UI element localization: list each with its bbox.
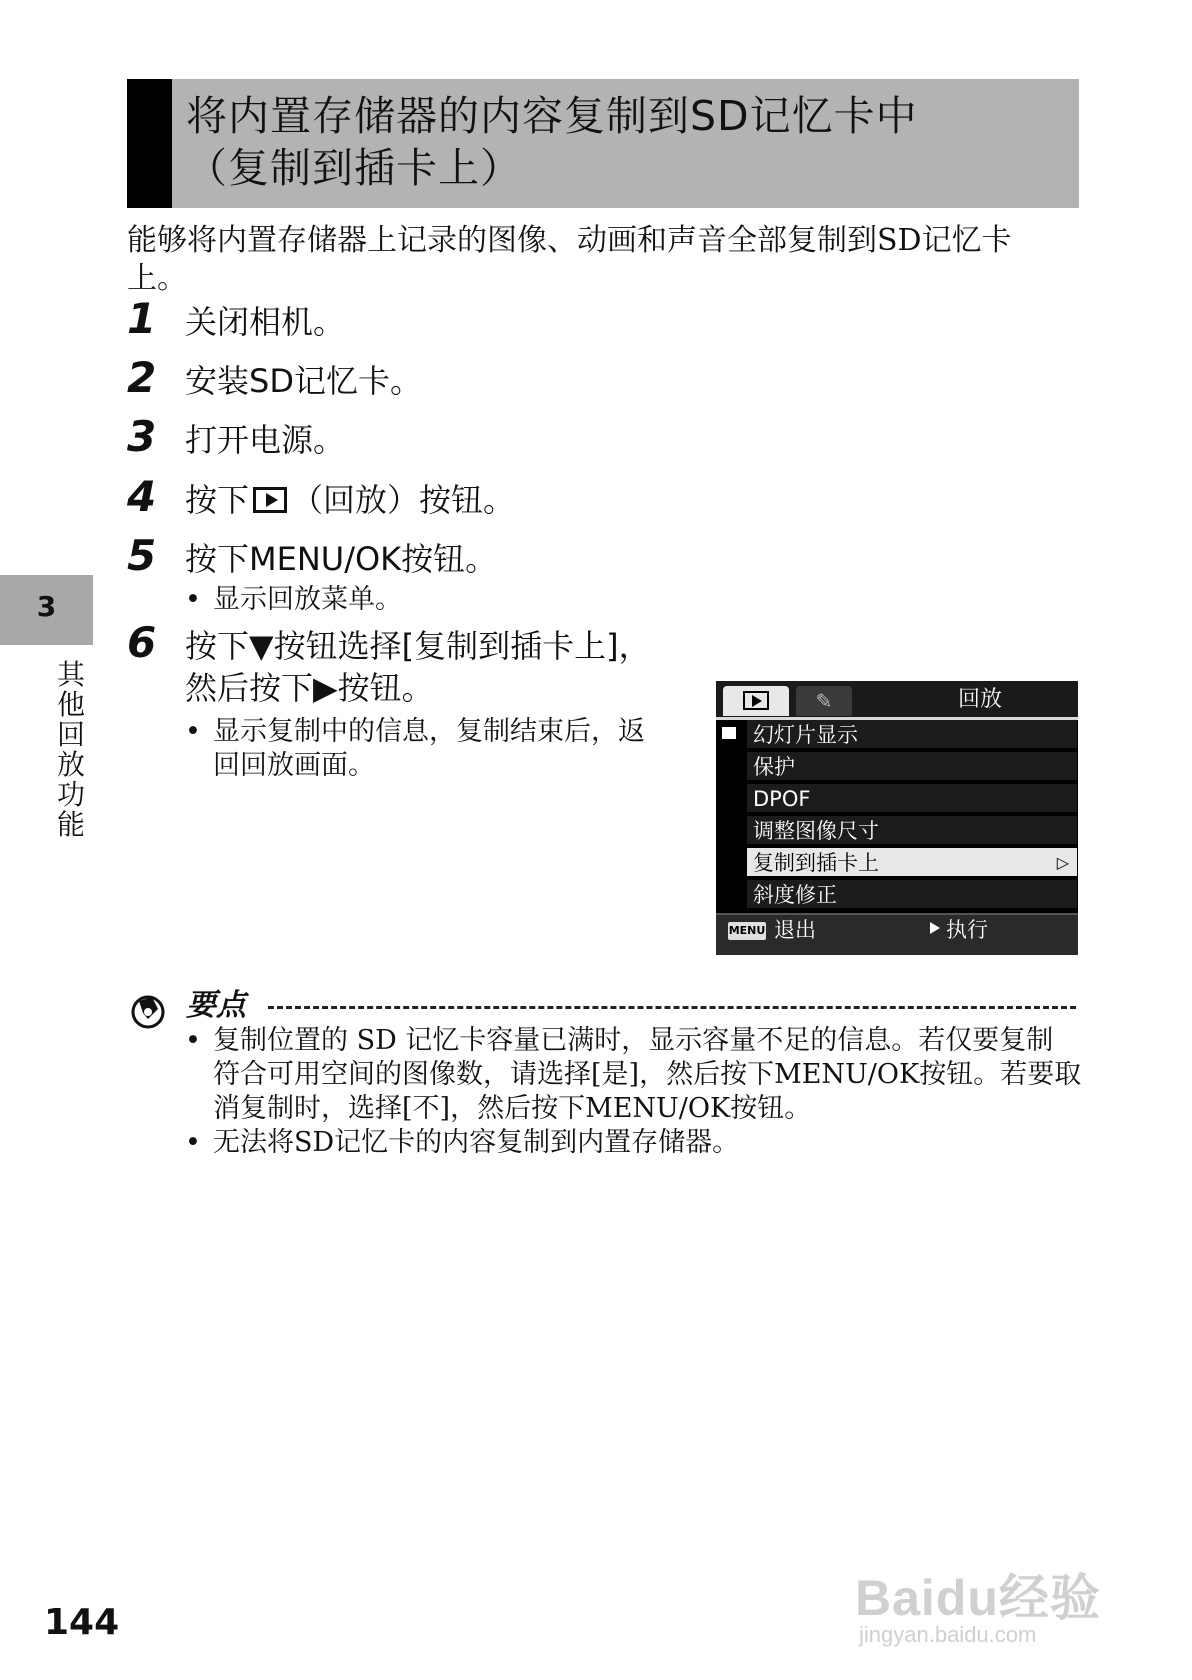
step-6-line2: 然后按下▶按钮。 xyxy=(185,669,434,707)
tip-bullet-1 xyxy=(185,1024,1053,1058)
step-6-bullet-line2: 回回放画面。 xyxy=(213,750,375,781)
page-number: 144 xyxy=(44,1602,120,1643)
step-4-text xyxy=(185,480,515,520)
title-accent-bar xyxy=(127,79,172,208)
bullet-dot: • xyxy=(185,716,201,747)
tip-line-4: 无法将SD记忆卡的内容复制到内置存储器。 xyxy=(213,1127,740,1158)
menu-item-protect[interactable]: 保护 xyxy=(747,752,1077,782)
watermark-url: jingyan.baidu.com xyxy=(859,1622,1037,1647)
menu-item-resize[interactable]: 调整图像尺寸 xyxy=(747,816,1077,846)
page-title-line2: （复制到插卡上） xyxy=(186,144,522,192)
step-2-text: 安装SD记忆卡。 xyxy=(185,362,422,400)
tip-bullet-2 xyxy=(185,1126,739,1160)
watermark xyxy=(855,1520,1145,1660)
bullet-dot: • xyxy=(185,1127,201,1158)
exit-label: 退出 xyxy=(774,918,816,942)
step-2-number: 2 xyxy=(127,353,157,402)
playback-icon xyxy=(743,691,769,710)
step-3-number: 3 xyxy=(127,412,157,461)
menu-item-copy-to-card-label: 复制到插卡上 xyxy=(753,851,879,875)
step-4-number: 4 xyxy=(127,472,157,521)
step-3-text: 打开电源。 xyxy=(185,421,346,459)
tip-line-1: 复制位置的 SD 记忆卡容量已满时，显示容量不足的信息。若仅要复制 xyxy=(213,1025,1054,1056)
watermark-brand: Baidu经验 xyxy=(855,1570,1101,1626)
playback-tab[interactable] xyxy=(723,686,789,716)
page-title-line1: 将内置存储器的内容复制到SD记忆卡中 xyxy=(186,92,918,140)
step-5-number: 5 xyxy=(127,531,157,580)
step-6-number: 6 xyxy=(127,618,157,667)
camera-screen-footer xyxy=(716,913,1078,955)
page-indicator-icon xyxy=(722,727,736,739)
step-4-text-before: 按下 xyxy=(185,481,250,519)
step-4-text-after: （回放）按钮。 xyxy=(291,481,516,519)
step-5-bullet-text: 显示回放菜单。 xyxy=(213,584,402,615)
bullet-dot: • xyxy=(185,584,201,615)
play-arrow-icon xyxy=(930,922,940,934)
execute-label: 执行 xyxy=(946,918,988,942)
step-6-bullet xyxy=(185,716,645,748)
wrench-icon: ✎ xyxy=(815,689,833,713)
playback-icon xyxy=(253,487,287,513)
setup-tab[interactable] xyxy=(796,686,852,716)
tip-line-2: 符合可用空间的图像数，请选择[是]，然后按下MENU/OK按钮。若要取 xyxy=(213,1059,1082,1090)
chevron-right-icon: ▷ xyxy=(1056,853,1069,872)
step-6-line1: 按下▼按钮选择[复制到插卡上]， xyxy=(185,627,651,665)
menu-item-skew-correction[interactable]: 斜度修正 xyxy=(747,880,1077,910)
chapter-label: 其他回放功能 xyxy=(56,658,85,841)
step-1-number: 1 xyxy=(127,294,157,343)
intro-line2: 上。 xyxy=(127,261,187,296)
menu-item-copy-to-card[interactable] xyxy=(747,848,1077,878)
tip-divider xyxy=(268,1006,1076,1009)
step-5-text: 按下MENU/OK按钮。 xyxy=(185,540,498,578)
camera-menu-gutter xyxy=(716,720,750,913)
camera-menu-title: 回放 xyxy=(957,687,1002,712)
menu-key-icon: MENU xyxy=(728,922,766,940)
chapter-number: 3 xyxy=(36,590,57,623)
menu-item-dpof[interactable]: DPOF xyxy=(747,784,1077,814)
step-1-text: 关闭相机。 xyxy=(185,303,346,341)
tip-line-3: 消复制时，选择[不]，然后按下MENU/OK按钮。 xyxy=(213,1093,812,1124)
step-6-bullet-line1: 显示复制中的信息，复制结束后，返 xyxy=(213,716,645,747)
tip-icon xyxy=(130,993,166,1029)
tip-label: 要点 xyxy=(186,988,246,1023)
step-5-bullet xyxy=(185,584,402,616)
bullet-dot: • xyxy=(185,1025,201,1056)
intro-line1: 能够将内置存储器上记录的图像、动画和声音全部复制到SD记忆卡 xyxy=(127,223,1012,258)
menu-item-slideshow[interactable]: 幻灯片显示 xyxy=(747,720,1077,750)
